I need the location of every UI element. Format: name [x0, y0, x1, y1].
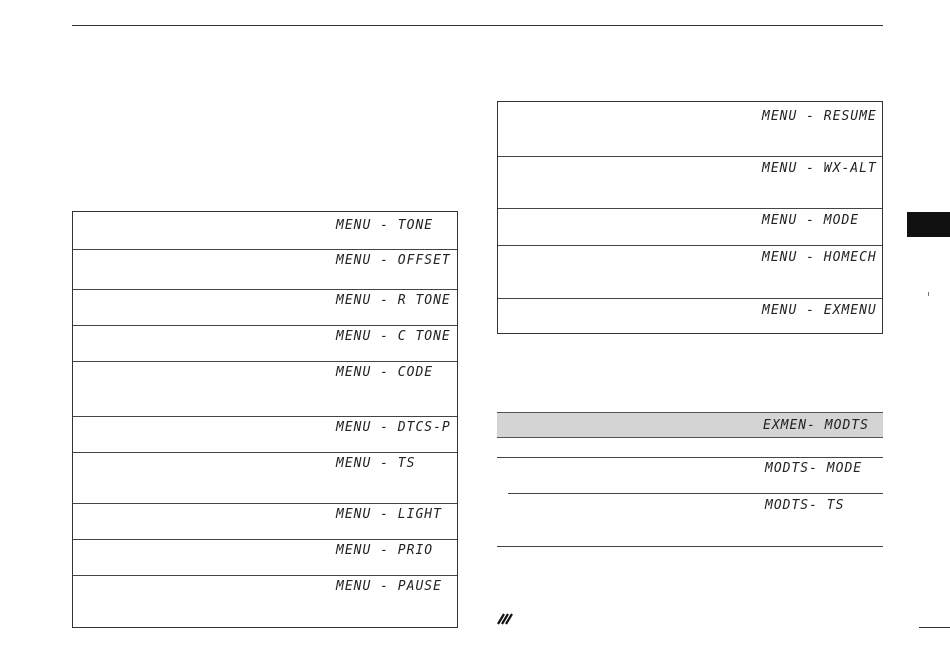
table-row [73, 452, 457, 503]
table-row [498, 156, 882, 208]
lcd-label: MENU - PRIO [336, 543, 434, 558]
lcd-label: MENU - CODE [336, 365, 434, 380]
page-number-rule [919, 627, 950, 628]
table-row [73, 539, 457, 575]
lcd-label: MENU - HOMECH [762, 250, 877, 265]
table-row [73, 416, 457, 452]
lcd-label: MENU - C TONE [336, 329, 451, 344]
lcd-label: MENU - LIGHT [336, 507, 442, 522]
lcd-label: MENU - TS [336, 456, 416, 471]
lcd-label: EXMEN- MODTS [763, 418, 869, 433]
note-slash-icon [497, 613, 513, 625]
edge-tick [928, 292, 929, 296]
sub-table-header [497, 412, 883, 438]
table-row [73, 289, 457, 326]
table-row [73, 575, 457, 627]
lcd-label: MENU - TONE [336, 218, 434, 233]
lcd-label: MENU - RESUME [762, 109, 877, 124]
table-row [73, 249, 457, 289]
row-divider [497, 546, 883, 547]
lcd-label: MENU - EXMENU [762, 303, 877, 318]
lcd-label: MENU - OFFSET [336, 253, 451, 268]
table-row [497, 493, 883, 546]
right-menu-table [497, 101, 883, 334]
table-row [498, 102, 882, 156]
table-row [73, 325, 457, 361]
lcd-label: MODTS- MODE [765, 461, 863, 476]
section-tab-marker [907, 212, 950, 237]
lcd-label: MENU - MODE [762, 213, 860, 228]
lcd-label: MENU - R TONE [336, 293, 451, 308]
table-row [498, 245, 882, 298]
lcd-label: MENU - PAUSE [336, 579, 442, 594]
table-row [73, 212, 457, 249]
lcd-label: MENU - WX-ALT [762, 161, 877, 176]
top-rule [72, 25, 883, 26]
table-row [73, 361, 457, 416]
left-menu-table [72, 211, 458, 628]
lcd-label: MENU - DTCS-P [336, 420, 451, 435]
table-row [498, 298, 882, 334]
table-row [497, 457, 883, 494]
table-row [73, 503, 457, 539]
lcd-label: MODTS- TS [765, 498, 845, 513]
table-row [498, 208, 882, 245]
